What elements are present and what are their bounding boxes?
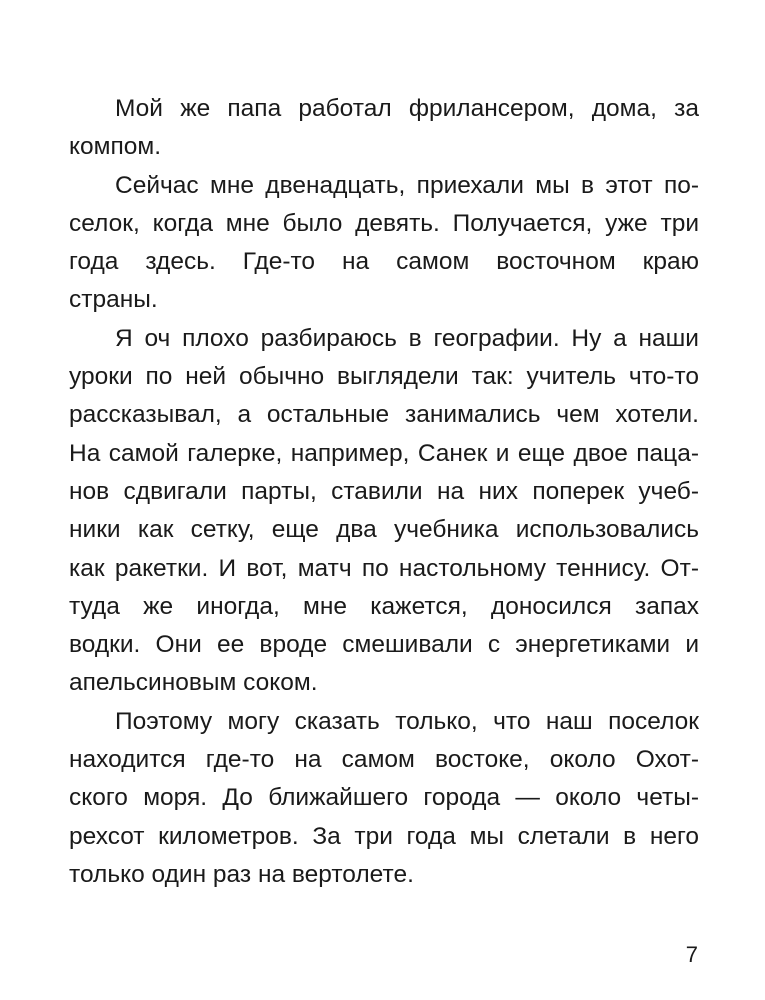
text-line: рехсот километров. За три года мы слетали в него (69, 822, 699, 850)
body-text (69, 90, 699, 894)
text-line: апельсиновым соком. (69, 669, 318, 697)
text-line: года здесь. Где-то на самом восточном краю (69, 248, 699, 276)
text-line: селок, когда мне было девять. Получается, уже три (69, 209, 699, 237)
text-line: На самой галерке, например, Санек и еще двое паца- (69, 439, 699, 467)
text-line: ского моря. До ближайшего города — около четы- (69, 784, 699, 812)
text-line: туда же иногда, мне кажется, доносился запах (69, 592, 699, 620)
text-line: Сейчас мне двенадцать, приехали мы в этот по- (115, 171, 699, 199)
text-line: уроки по ней обычно выглядели так: учитель что-то (69, 363, 699, 391)
text-line: как ракетки. И вот, матч по настольному теннису. От- (69, 554, 699, 582)
text-line: Мой же папа работал фрилансером, дома, за (115, 95, 699, 122)
text-line: страны. (69, 286, 158, 314)
text-line: нов сдвигали парты, ставили на них поперек учеб- (69, 477, 699, 505)
text-line: только один раз на вертолете. (69, 860, 414, 888)
text-line: находится где-то на самом востоке, около Охот- (69, 746, 699, 774)
text-line: Я оч плохо разбираюсь в географии. Ну а наши (115, 324, 699, 352)
text-line: водки. Они ее вроде смешивали с энергетиками и (69, 631, 699, 659)
text-line: компом. (69, 133, 162, 161)
text-line: рассказывал, а остальные занимались чем хотели. (69, 401, 699, 429)
page-number: 7 (685, 942, 698, 967)
text-line: ники как сетку, еще два учебника использовались (69, 516, 699, 544)
text-line: Поэтому могу сказать только, что наш поселок (115, 707, 699, 735)
